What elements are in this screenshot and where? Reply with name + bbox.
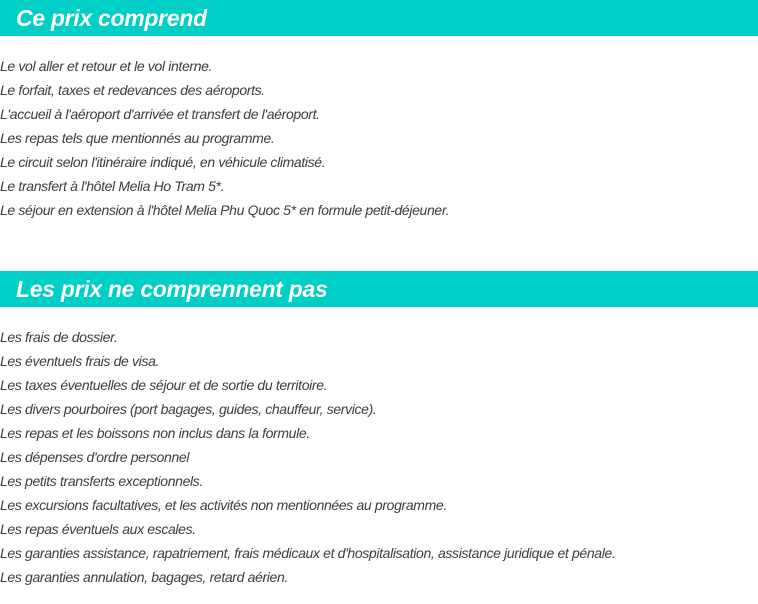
included-items-list: [0, 54, 449, 222]
list-item: Les taxes éventuelles de séjour et de sortie du territoire.: [0, 377, 328, 393]
list-item: Les garanties annulation, bagages, retard aérien.: [0, 569, 288, 585]
section-header-included: [0, 0, 758, 36]
list-item: Les repas et les boissons non inclus dans la formule.: [0, 425, 310, 441]
list-item: Les éventuels frais de visa.: [0, 353, 160, 369]
list-item: Les excursions facultatives, et les activités non mentionnées au programme.: [0, 497, 447, 513]
list-item: L'accueil à l'aéroport d'arrivée et transfert de l'aéroport.: [0, 106, 320, 122]
section-header-excluded: [0, 271, 758, 307]
list-item: Le circuit selon l'itinéraire indiqué, en véhicule climatisé.: [0, 154, 326, 170]
list-item: Les garanties assistance, rapatriement, frais médicaux et d'hospitalisation, assistance juridique et pénale.: [0, 545, 616, 561]
list-item: Les frais de dossier.: [0, 329, 118, 345]
list-item: Le vol aller et retour et le vol interne.: [0, 58, 213, 74]
list-item: Les repas tels que mentionnés au programme.: [0, 130, 275, 146]
section-title-excluded: Les prix ne comprennent pas: [16, 276, 328, 302]
list-item: Le forfait, taxes et redevances des aéroports.: [0, 82, 265, 98]
list-item: Les repas éventuels aux escales.: [0, 521, 196, 537]
excluded-items-list: [0, 325, 615, 589]
list-item: Les divers pourboires (port bagages, guides, chauffeur, service).: [0, 401, 377, 417]
list-item: Le séjour en extension à l'hôtel Melia Phu Quoc 5* en formule petit-déjeuner.: [0, 202, 450, 218]
list-item: Les dépenses d'ordre personnel: [0, 449, 190, 465]
list-item: Les petits transferts exceptionnels.: [0, 473, 203, 489]
section-title-included: Ce prix comprend: [16, 5, 207, 31]
list-item: Le transfert à l'hôtel Melia Ho Tram 5*.: [0, 178, 225, 194]
